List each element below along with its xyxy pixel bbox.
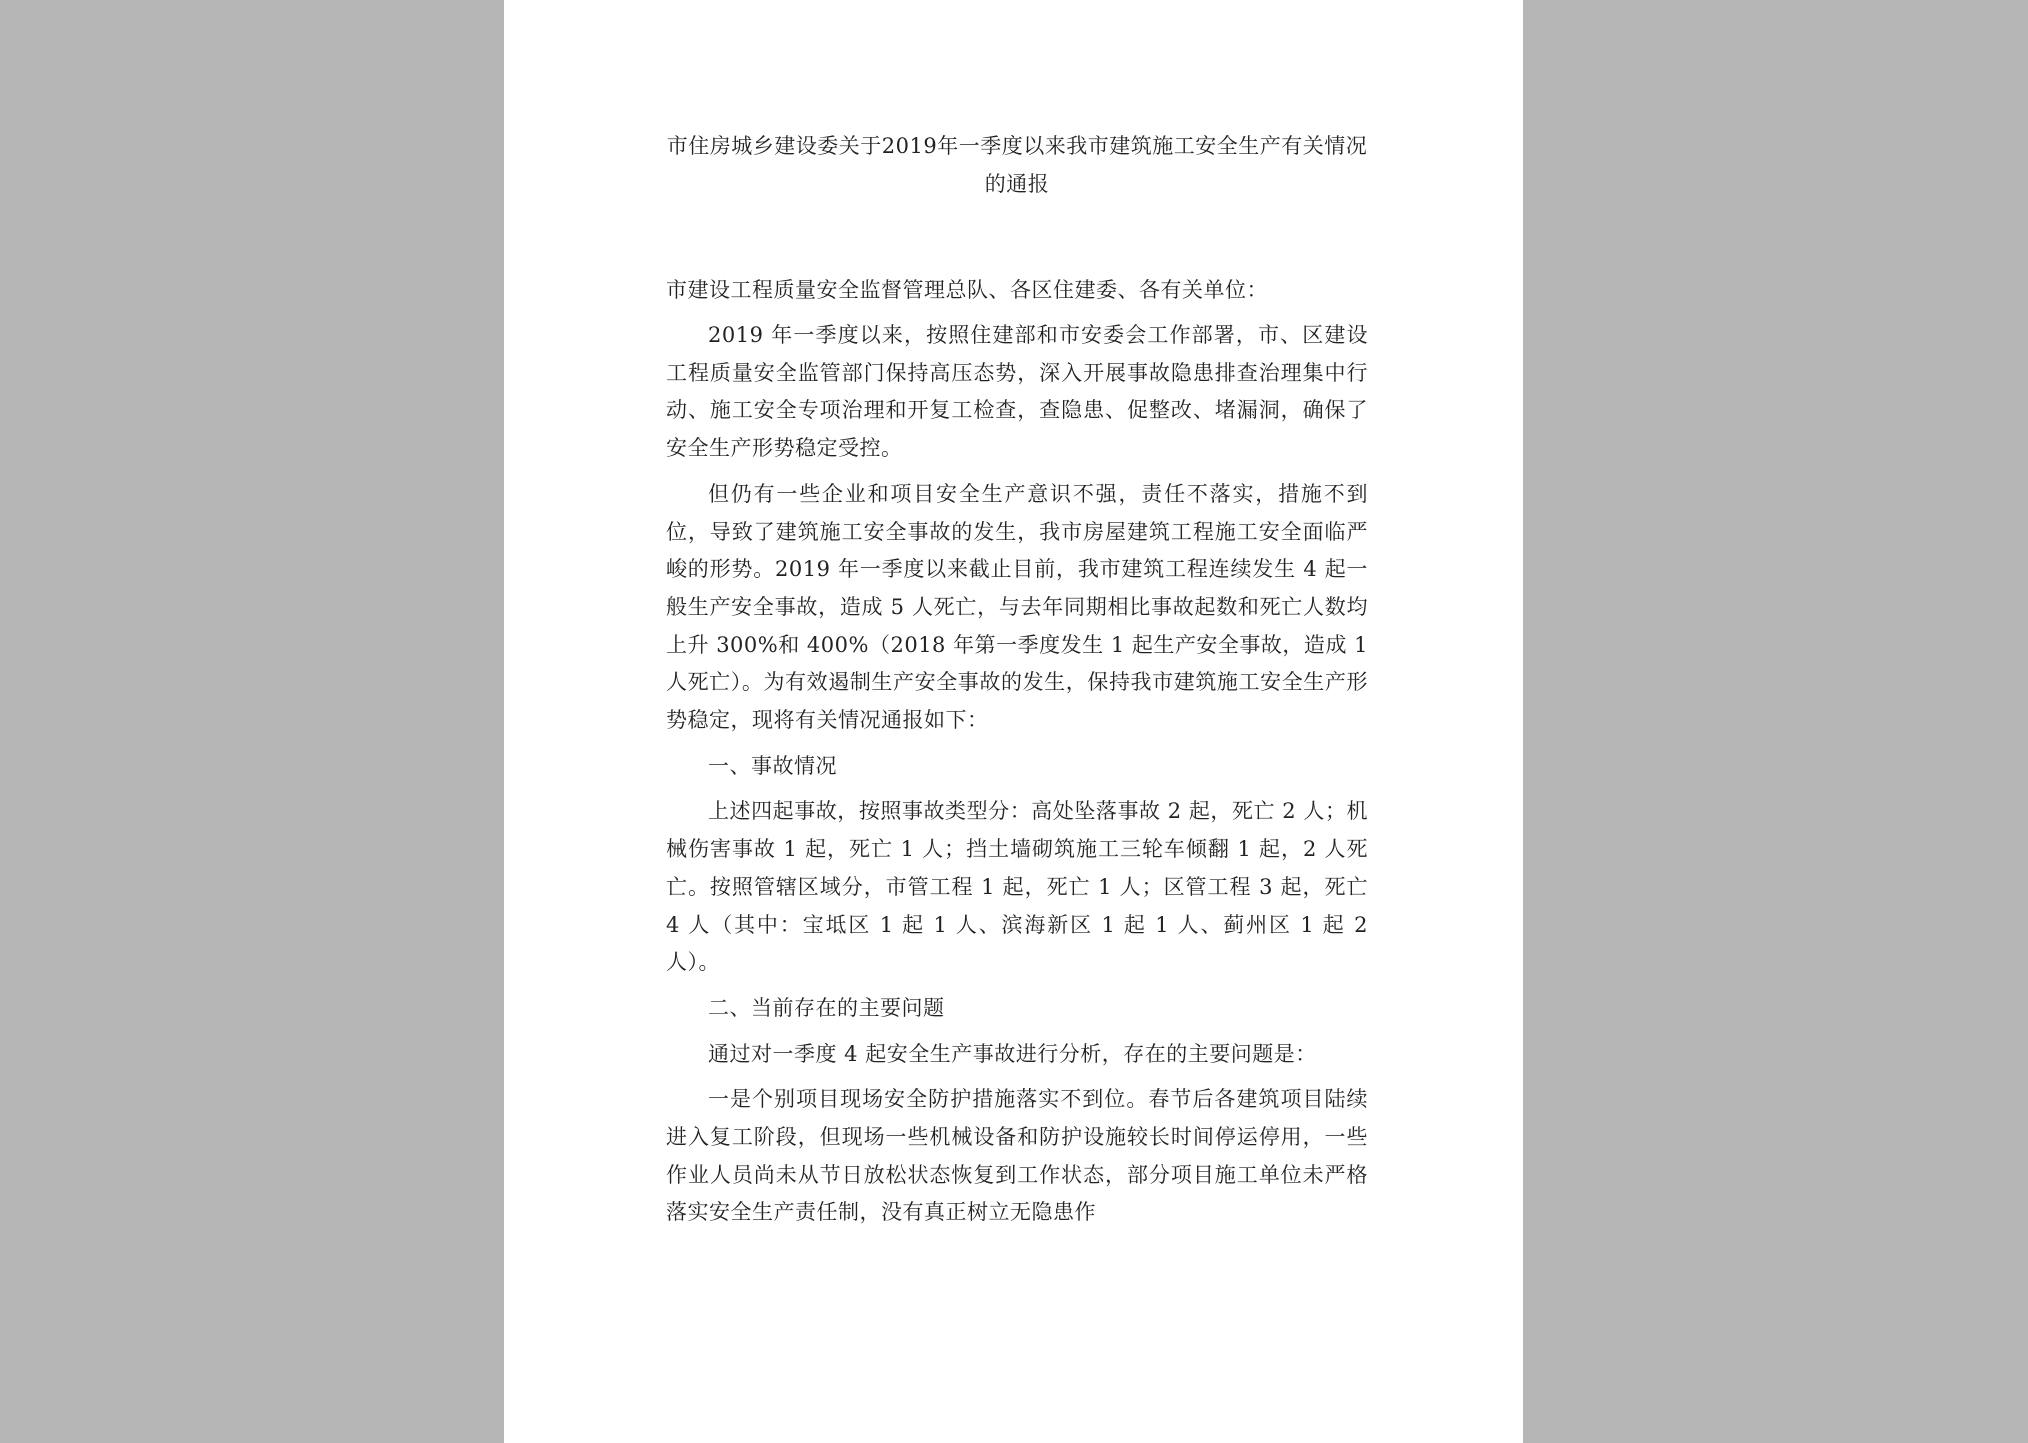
section-heading-1: 一、事故情况 (708, 753, 837, 778)
document-page (504, 0, 1523, 1443)
document-content (666, 127, 1368, 1232)
body-paragraph-4: 通过对一季度 4 起安全生产事故进行分析，存在的主要问题是： (708, 1041, 1317, 1066)
body-paragraph-1: 2019 年一季度以来，按照住建部和市安委会工作部署，市、区建设工程质量安全监管部门保持高压态势，深入开展事故隐患排查治理集中行动、施工安全专项治理和开复工检查，查隐患、促整改、堵漏洞，确保了安全生产形势稳定受控。 (666, 323, 1368, 461)
body-paragraph-5: 一是个别项目现场安全防护措施落实不到位。春节后各建筑项目陆续进入复工阶段，但现场一些机械设备和防护设施较长时间停运停用，一些作业人员尚未从节日放松状态恢复到工作状态，部分项目施工单位未严格落实安全生产责任制，没有真正树立无隐患作 (666, 1087, 1368, 1225)
body-paragraph-3: 上述四起事故，按照事故类型分：高处坠落事故 2 起，死亡 2 人；机械伤害事故 1 起，死亡 1 人；挡土墙砌筑施工三轮车倾翻 1 起，2 人死亡。按照管辖区域分，市管工程 1 起，死亡 1 人；区管工程 3 起，死亡 4 人（其中：宝坻区 1 起 1 人、滨海新区 1 起 1 人、蓟州区 1 起 2 人）。 (666, 799, 1368, 975)
section-heading-2: 二、当前存在的主要问题 (708, 995, 945, 1020)
document-title: 市住房城乡建设委关于2019年一季度以来我市建筑施工安全生产有关情况的通报 (666, 134, 1368, 196)
addressee-line: 市建设工程质量安全监督管理总队、各区住建委、各有关单位： (666, 278, 1268, 302)
body-paragraph-2: 但仍有一些企业和项目安全生产意识不强，责任不落实，措施不到位，导致了建筑施工安全事故的发生，我市房屋建筑工程施工安全面临严峻的形势。2019 年一季度以来截止目前，我市建筑工程连续发生 4 起一般生产安全事故，造成 5 人死亡，与去年同期相比事故起数和死亡人数均上升 300%和 400%（2018 年第一季度发生 1 起生产安全事故，造成 1 人死亡）。为有效遏制生产安全事故的发生，保持我市建筑施工安全生产形势稳定，现将有关情况通报如下： (666, 481, 1368, 733)
